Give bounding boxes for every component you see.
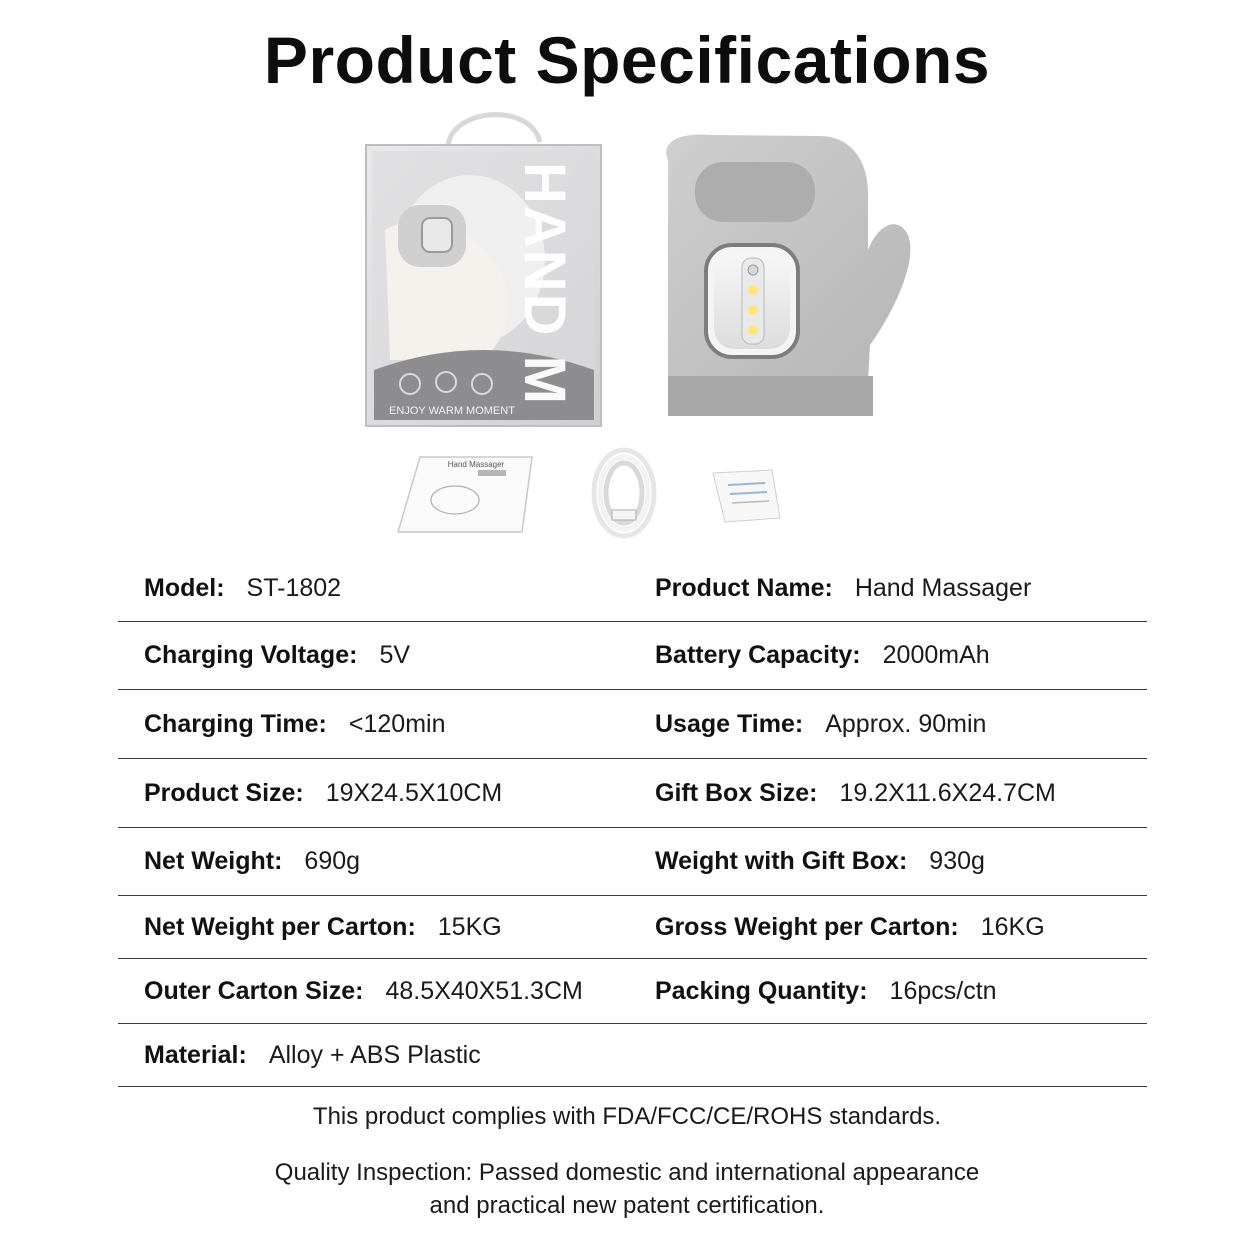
spec-label: Net Weight: bbox=[144, 847, 283, 875]
spec-cell bbox=[144, 896, 502, 958]
inspection-note-line2: and practical new patent certification. bbox=[429, 1192, 825, 1219]
spec-cell bbox=[144, 622, 410, 689]
spec-label: Net Weight per Carton: bbox=[144, 912, 416, 941]
spec-cell bbox=[655, 759, 1056, 827]
spec-value: 15KG bbox=[437, 912, 502, 941]
spec-cell bbox=[655, 622, 990, 689]
box-slogan: ENJOY WARM MOMENT bbox=[389, 405, 515, 417]
spec-label: Material: bbox=[144, 1040, 247, 1069]
spec-value: 5V bbox=[379, 641, 411, 669]
spec-cell bbox=[655, 690, 986, 758]
spec-value: ST-1802 bbox=[246, 574, 342, 602]
spec-value: Alloy + ABS Plastic bbox=[268, 1040, 481, 1069]
spec-label: Charging Time: bbox=[144, 709, 327, 738]
spec-cell bbox=[655, 556, 1031, 621]
spec-label: Gift Box Size: bbox=[655, 778, 818, 807]
spec-row bbox=[118, 896, 1147, 959]
charging-cable bbox=[594, 450, 654, 536]
spec-label: Battery Capacity: bbox=[655, 641, 861, 669]
warranty-card bbox=[713, 470, 780, 522]
spec-label: Product Name: bbox=[655, 574, 833, 602]
spec-cell bbox=[655, 896, 1045, 958]
spec-row bbox=[118, 759, 1147, 828]
spec-label: Usage Time: bbox=[655, 709, 804, 738]
spec-value: Hand Massager bbox=[854, 574, 1032, 602]
spec-value: 48.5X40X51.3CM bbox=[385, 976, 583, 1005]
spec-cell bbox=[144, 759, 502, 827]
spec-row bbox=[118, 828, 1147, 896]
spec-cell bbox=[655, 828, 985, 895]
spec-row bbox=[118, 622, 1147, 690]
spec-label: Gross Weight per Carton: bbox=[655, 912, 959, 941]
spec-value: 930g bbox=[929, 847, 985, 875]
spec-cell bbox=[144, 690, 446, 758]
product-illustration bbox=[0, 100, 1254, 560]
spec-cell bbox=[144, 959, 583, 1023]
manual-title: Hand Massager bbox=[447, 460, 505, 469]
spec-value: <120min bbox=[348, 709, 446, 738]
spec-value: 16KG bbox=[980, 912, 1045, 941]
spec-cell bbox=[144, 828, 360, 895]
spec-cell bbox=[655, 959, 997, 1023]
compliance-note: This product complies with FDA/FCC/CE/ROHS standards. bbox=[312, 1103, 942, 1130]
spec-value: 19X24.5X10CM bbox=[325, 778, 503, 807]
spec-value: 16pcs/ctn bbox=[889, 976, 997, 1005]
spec-label: Packing Quantity: bbox=[655, 976, 868, 1005]
box-handle bbox=[448, 115, 540, 146]
spec-table bbox=[118, 556, 1147, 1087]
spec-row bbox=[118, 556, 1147, 622]
spec-value: Approx. 90min bbox=[825, 709, 987, 738]
spec-label: Outer Carton Size: bbox=[144, 976, 364, 1005]
page-title: Product Specifications bbox=[263, 23, 991, 97]
hand-massager-glove bbox=[666, 134, 910, 416]
spec-label: Charging Voltage: bbox=[144, 641, 358, 669]
product-package-contents bbox=[0, 100, 1254, 560]
inspection-note-line1: Quality Inspection: Passed domestic and international appearance bbox=[274, 1159, 980, 1186]
spec-value: 2000mAh bbox=[882, 641, 990, 669]
spec-label: Model: bbox=[144, 574, 225, 602]
spec-label: Product Size: bbox=[144, 778, 304, 807]
spec-row bbox=[118, 959, 1147, 1024]
spec-value: 690g bbox=[304, 847, 361, 875]
spec-cell bbox=[144, 556, 341, 621]
spec-row bbox=[118, 690, 1147, 759]
spec-row bbox=[118, 1024, 1147, 1087]
spec-cell bbox=[144, 1024, 481, 1086]
box-brand-text: HAND M bbox=[512, 162, 577, 406]
spec-label: Weight with Gift Box: bbox=[655, 847, 908, 875]
spec-value: 19.2X11.6X24.7CM bbox=[839, 778, 1056, 807]
